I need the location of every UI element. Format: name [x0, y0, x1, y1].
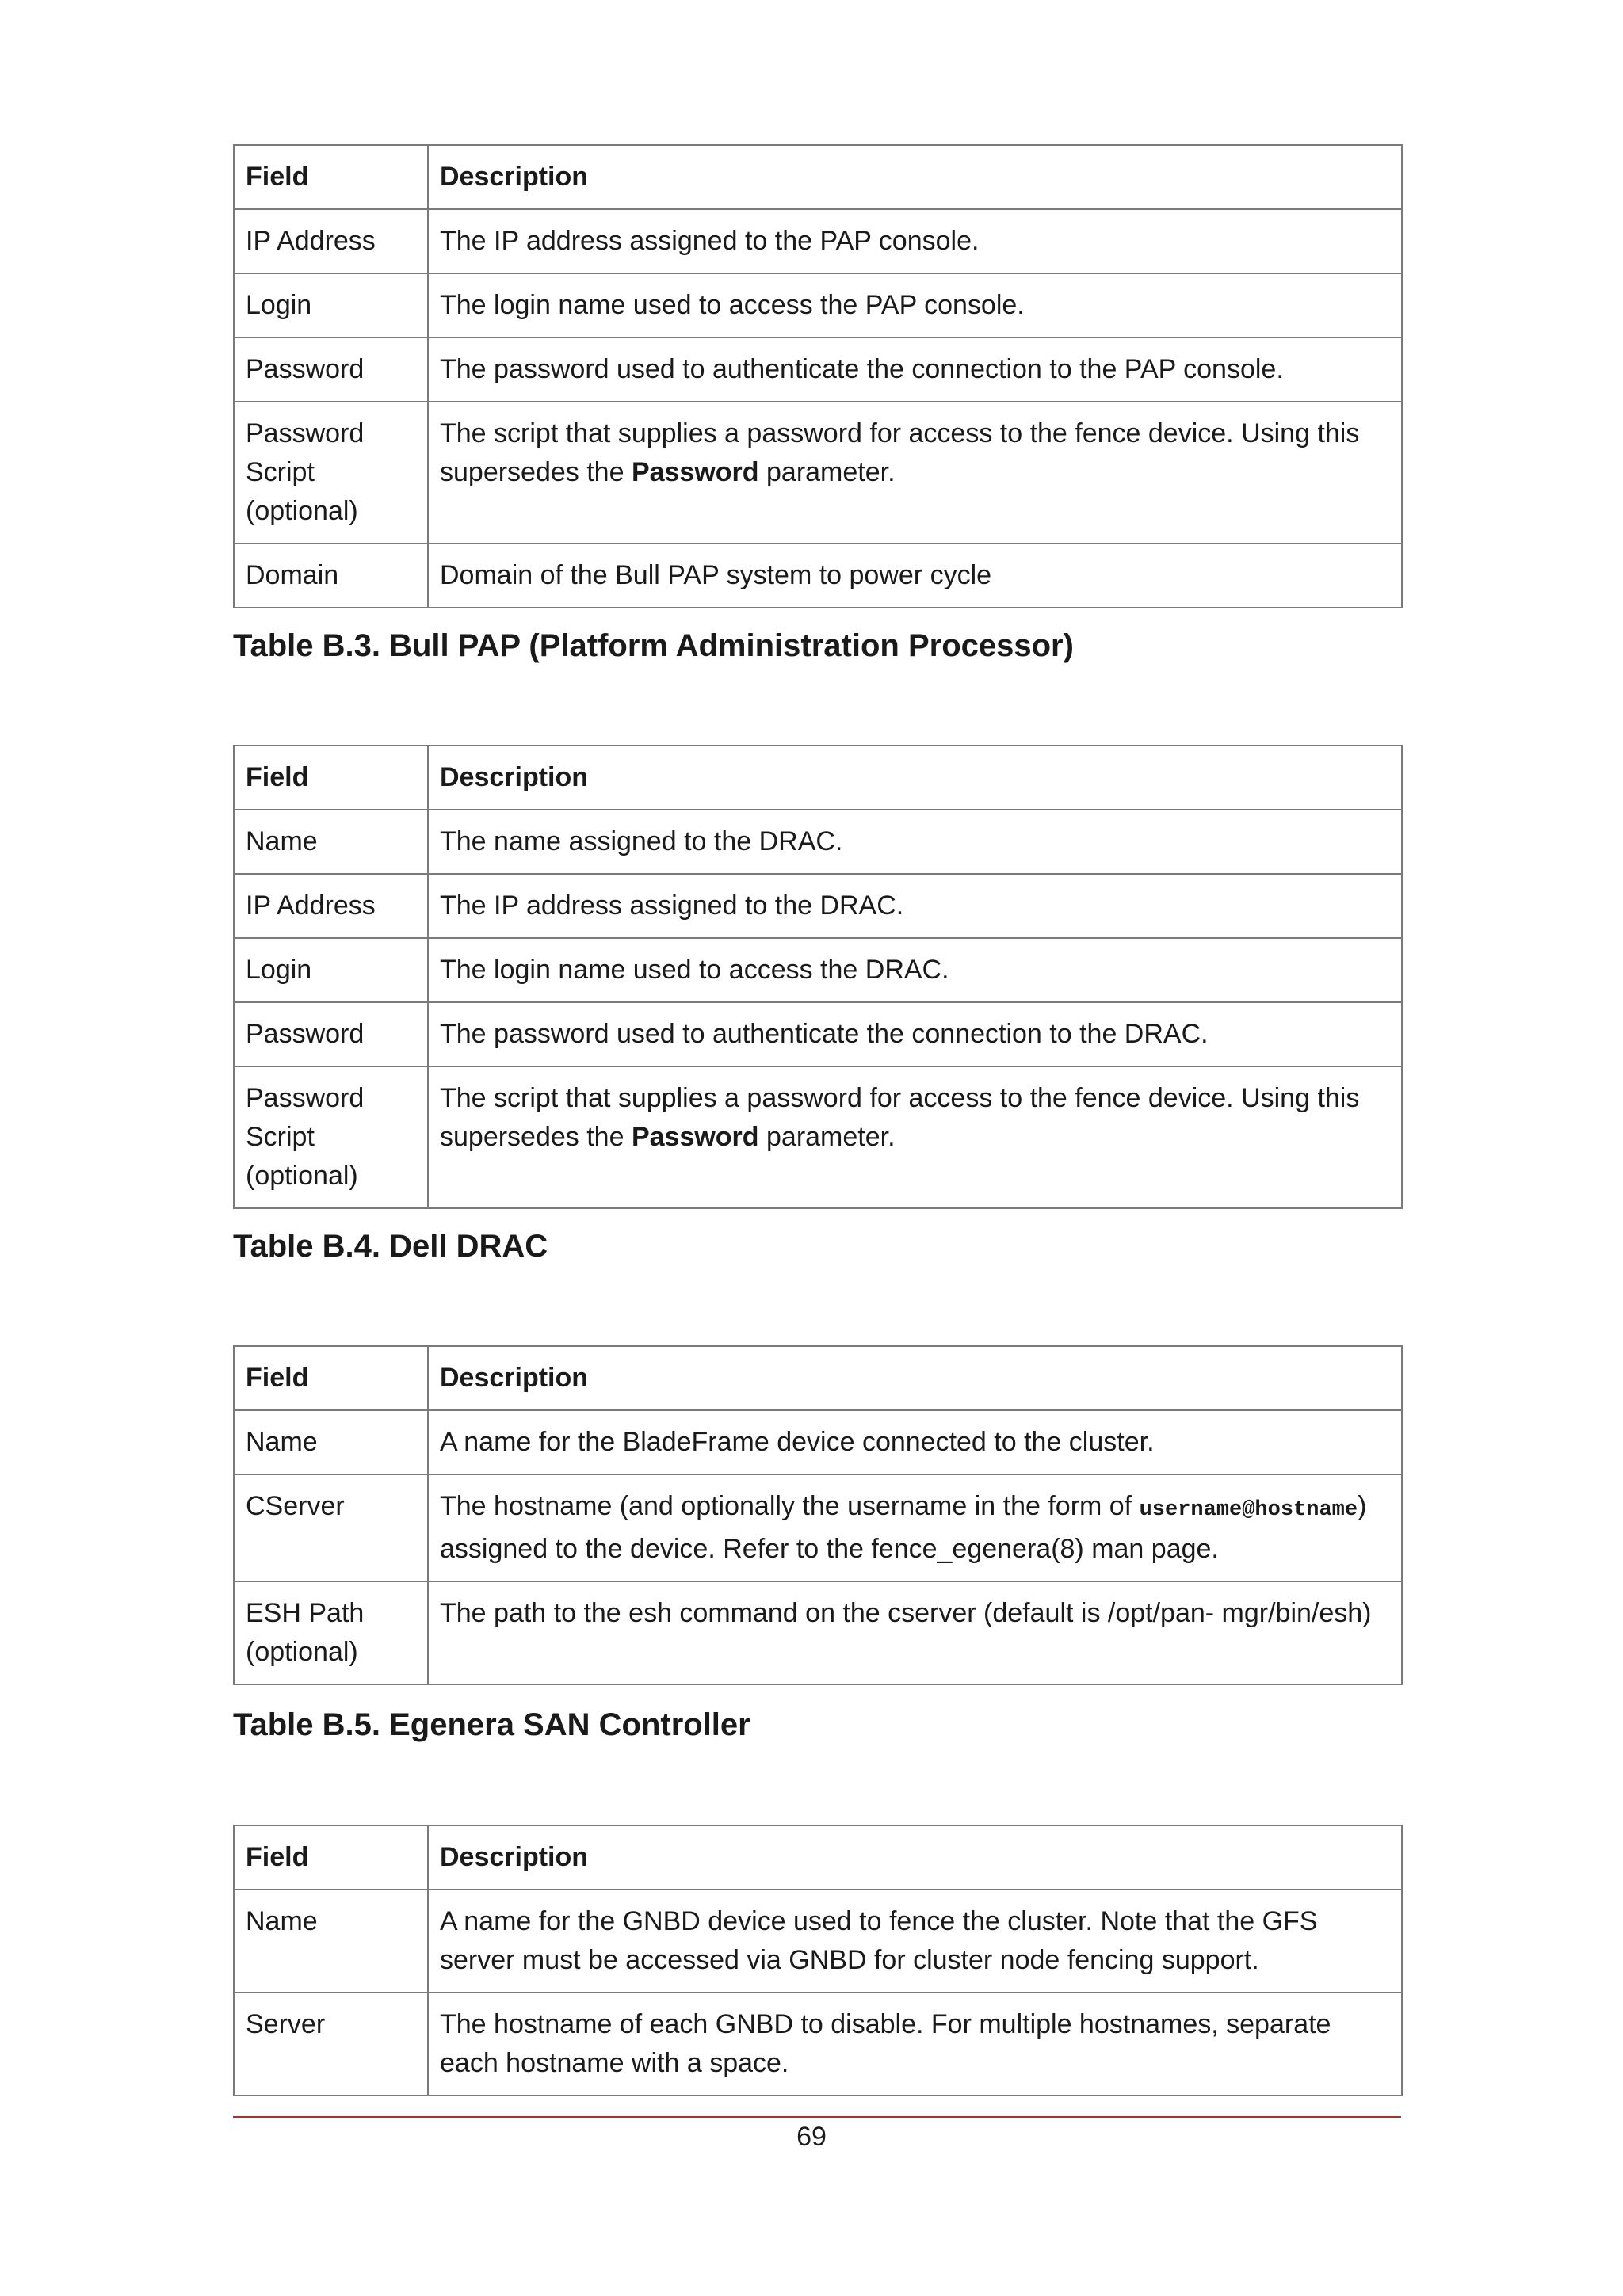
- table-row: [234, 1890, 1402, 1993]
- field-label: ESH Path (optional): [246, 1598, 365, 1667]
- description-cell: The login name used to access the PAP console.: [428, 273, 1402, 338]
- table-header-row: [234, 1346, 1402, 1410]
- table-row: [234, 543, 1402, 608]
- table-row: [234, 338, 1402, 402]
- field-cell: Server: [234, 1993, 428, 2096]
- description-cell: [428, 402, 1402, 543]
- field-cell: Name: [234, 1890, 428, 1993]
- table-caption: Table B.3. Bull PAP (Platform Administration Processor): [233, 628, 1074, 663]
- table-row: [234, 1002, 1402, 1066]
- header-description: Description: [428, 746, 1402, 810]
- description-text: The script that supplies a password for access to the fence device. Using this supersedes the: [440, 418, 1360, 487]
- field-cell: Domain: [234, 543, 428, 608]
- header-field: Field: [234, 145, 428, 209]
- table-row: [234, 273, 1402, 338]
- description-text: ) assigned to the device. Refer to the fence_egenera(8) man page.: [440, 1491, 1367, 1564]
- description-bold-term: Password: [631, 457, 759, 487]
- description-text: The script that supplies a password for access to the fence device. Using this supersedes the: [440, 1083, 1360, 1152]
- table-row: [234, 209, 1402, 273]
- field-label: Password Script (optional): [246, 418, 365, 526]
- header-description: Description: [428, 1825, 1402, 1890]
- table-caption: Table B.5. Egenera SAN Controller: [233, 1707, 750, 1742]
- description-text: parameter.: [758, 1122, 896, 1152]
- table-row: [234, 1410, 1402, 1474]
- description-cell: The path to the esh command on the cserver (default is /opt/pan- mgr/bin/esh): [428, 1581, 1402, 1684]
- field-cell: Password: [234, 1002, 428, 1066]
- description-cell: A name for the BladeFrame device connected to the cluster.: [428, 1410, 1402, 1474]
- table-bull-pap: [233, 144, 1403, 608]
- table-row: [234, 402, 1402, 543]
- description-cell: The password used to authenticate the connection to the DRAC.: [428, 1002, 1402, 1066]
- header-field: Field: [234, 1346, 428, 1410]
- table-row: [234, 1581, 1402, 1684]
- header-description: Description: [428, 1346, 1402, 1410]
- field-cell: [234, 1581, 428, 1684]
- field-cell: IP Address: [234, 209, 428, 273]
- table-gnbd: [233, 1825, 1403, 2096]
- table-header-row: [234, 145, 1402, 209]
- description-text: parameter.: [758, 457, 896, 487]
- table-header-row: [234, 746, 1402, 810]
- table-row: [234, 1474, 1402, 1581]
- table-caption: Table B.4. Dell DRAC: [233, 1229, 548, 1264]
- description-text: The hostname (and optionally the username in the form of: [440, 1491, 1140, 1521]
- description-cell: The hostname of each GNBD to disable. For multiple hostnames, separate each hostname with a space.: [428, 1993, 1402, 2096]
- field-cell: CServer: [234, 1474, 428, 1581]
- table-row: [234, 938, 1402, 1002]
- description-cell: A name for the GNBD device used to fence the cluster. Note that the GFS server must be accessed via GNBD for cluster node fencing support.: [428, 1890, 1402, 1993]
- table-row: [234, 1993, 1402, 2096]
- description-cell: The IP address assigned to the PAP console.: [428, 209, 1402, 273]
- field-cell: IP Address: [234, 874, 428, 938]
- field-cell: Login: [234, 938, 428, 1002]
- description-cell: The password used to authenticate the connection to the PAP console.: [428, 338, 1402, 402]
- header-field: Field: [234, 746, 428, 810]
- table-egenera-san: [233, 1345, 1403, 1685]
- description-cell: The name assigned to the DRAC.: [428, 810, 1402, 874]
- page-number: 69: [796, 2122, 827, 2152]
- description-cell: [428, 1066, 1402, 1208]
- table-row: [234, 874, 1402, 938]
- table-row: [234, 1066, 1402, 1208]
- table-dell-drac: [233, 745, 1403, 1209]
- field-cell: [234, 1066, 428, 1208]
- description-code: username@hostname: [1139, 1498, 1358, 1522]
- field-cell: [234, 402, 428, 543]
- field-cell: Login: [234, 273, 428, 338]
- description-cell: The login name used to access the DRAC.: [428, 938, 1402, 1002]
- field-label: Password Script (optional): [246, 1083, 365, 1191]
- field-cell: Password: [234, 338, 428, 402]
- description-cell: The IP address assigned to the DRAC.: [428, 874, 1402, 938]
- description-cell: [428, 1474, 1402, 1581]
- header-description: Description: [428, 145, 1402, 209]
- field-cell: Name: [234, 1410, 428, 1474]
- table-header-row: [234, 1825, 1402, 1890]
- field-cell: Name: [234, 810, 428, 874]
- header-field: Field: [234, 1825, 428, 1890]
- description-bold-term: Password: [631, 1122, 759, 1152]
- description-cell: Domain of the Bull PAP system to power cycle: [428, 543, 1402, 608]
- table-row: [234, 810, 1402, 874]
